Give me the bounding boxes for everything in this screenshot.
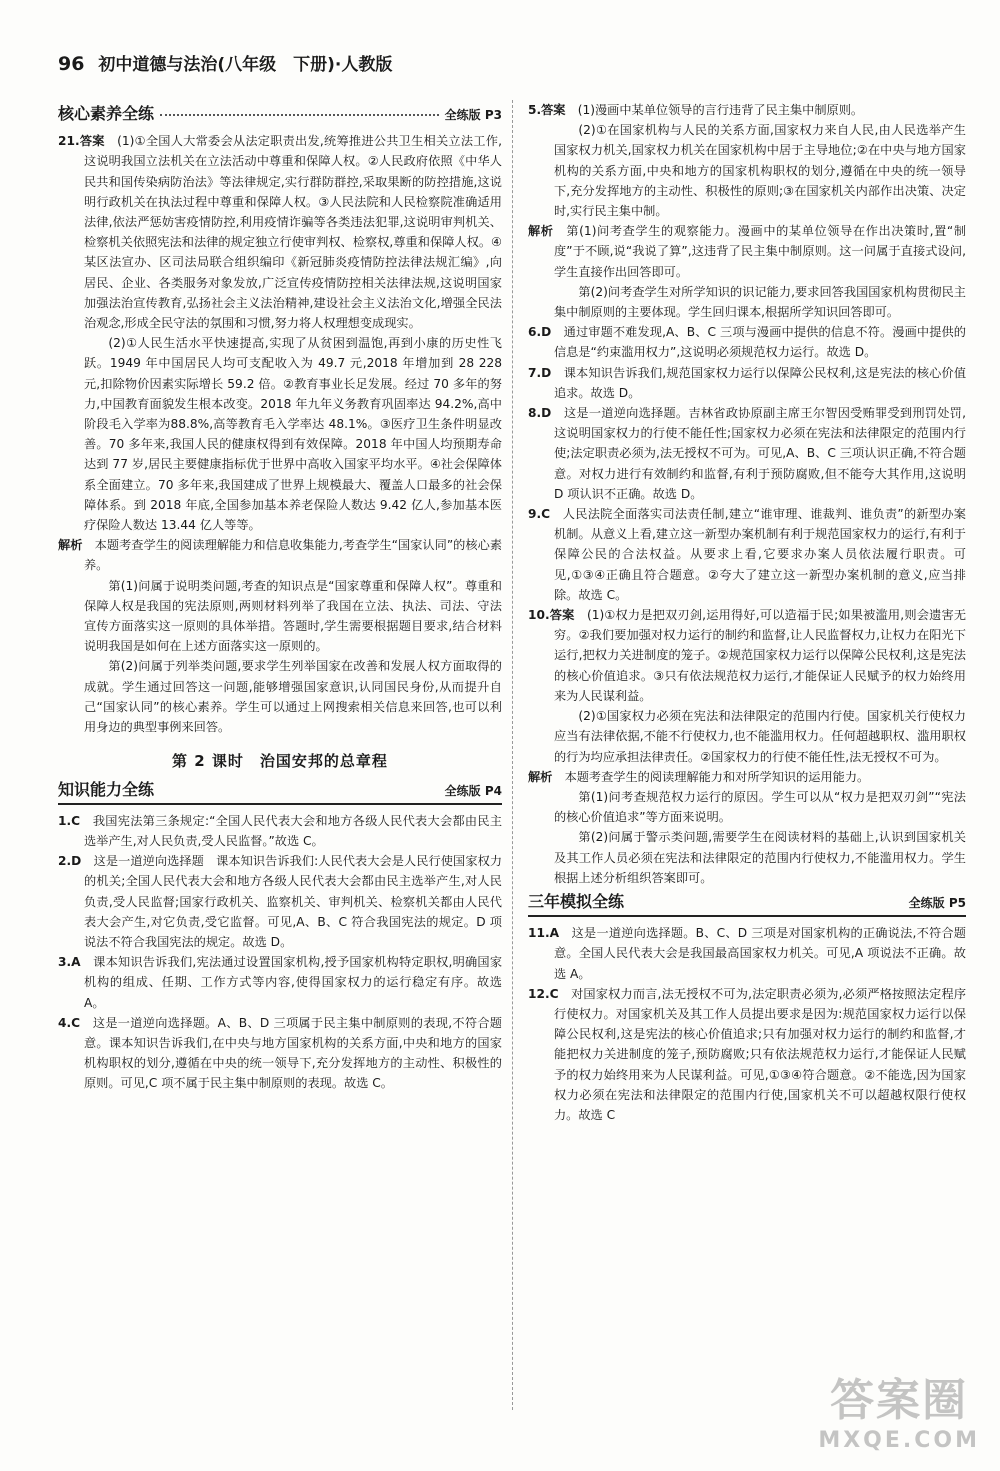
page-header bbox=[58, 50, 392, 75]
section-title: 知识能力全练 bbox=[58, 779, 155, 799]
section-knowledge-ability bbox=[58, 780, 502, 805]
section-ref: 全练版 P4 bbox=[444, 783, 502, 798]
answer-label: 2.D bbox=[58, 854, 82, 869]
answer-text: (1)①权力是把双刃剑,运用得好,可以造福于民;如果被滥用,则会遗害无穷。②我们要加强对权力运行的制约和监督,让人民监督权力,让权力在阳光下运行,把权力关进制度的笼子。②规范国家权力运行以保障公民权利,这是宪法的核心价值追求。③只有依法规范权力运行,才能保证人民赋予的权力始终用来为人民谋利益。 bbox=[554, 608, 967, 703]
column-divider bbox=[512, 100, 513, 1410]
answer-label: 21.答案 bbox=[58, 134, 105, 149]
analysis-label: 解析 bbox=[528, 769, 553, 784]
answer-2 bbox=[58, 851, 502, 952]
answer-label: 7.D bbox=[528, 365, 552, 380]
answer-label: 9.C bbox=[528, 507, 551, 522]
answer-label: 10.答案 bbox=[528, 608, 575, 623]
analysis-text: 第(1)问考查学生的观察能力。漫画中的某单位领导在作出决策时,置“制度”于不顾,说“我说了算”,这违背了民主集中制原则。这一问属于直接式设问,学生直接作出回答即可。 bbox=[554, 224, 967, 279]
answer-label: 3.A bbox=[58, 955, 81, 970]
analysis-21-p2: 第(1)问属于说明类问题,考查的知识点是“国家尊重和保障人权”。尊重和保障人权是我国的宪法原则,两则材料列举了我国在立法、执法、司法、守法宣传方面落实这一原则的具体举措。答题时,学生需要根据题目要求,结合材料说明我国是如何在上述方面落实这一原则的。 bbox=[84, 578, 502, 654]
answer-text: 这是一道逆向选择题。B、C、D 三项是对国家机构的正确说法,不符合题意。全国人民代表大会是我国最高国家权力机关。可见,A 项说法不正确。故选 A。 bbox=[554, 926, 966, 981]
analysis-21-p3: 第(2)问属于列举类问题,要求学生列举国家在改善和发展人权方面取得的成就。学生通过回答这一问题,能够增强国家意识,认同国民身份,从而提升自己“国家认同”的核心素养。学生可以通过上网搜索相关信息来回答,也可以利用身边的典型事例来回答。 bbox=[84, 659, 502, 735]
analysis-21 bbox=[58, 535, 502, 575]
answer-label: 11.A bbox=[528, 926, 560, 941]
answer-4 bbox=[58, 1013, 502, 1094]
section-title: 三年模拟全练 bbox=[528, 891, 625, 911]
section-ref: 全练版 P3 bbox=[444, 108, 502, 122]
analysis-text: 本题考查学生的阅读理解能力和对所学知识的运用能力。 bbox=[564, 769, 870, 784]
answer-10-part2: (2)①国家权力必须在宪法和法律限定的范围内行使。国家机关行使权力应当有法律依据,不能不行使权力,也不能滥用权力。任何超越职权、滥用职权的行为均应承担法律责任。②国家权力的行使不能任性,法无授权不可为。 bbox=[554, 709, 966, 764]
analysis-10-p2: 第(1)问考查规范权力运行的原因。学生可以从“权力是把双刃剑”“宪法的核心价值追求”等方面来说明。 bbox=[554, 789, 966, 825]
answer-5 bbox=[528, 100, 966, 120]
answer-text: 人民法院全面落实司法责任制,建立“谁审理、谁裁判、谁负责”的新型办案机制。从意义上看,建立这一新型办案机制有利于规范国家权力的运行,有利于保障公民的合法权益。从要求上看,它要求办案人员依法履行职责。可见,①③④正确且符合题意。②夸大了建立这一新型办案机制的意义,应当排除。故选 C。 bbox=[554, 507, 966, 602]
answer-8 bbox=[528, 403, 966, 504]
answer-text: 我国宪法第三条规定:“全国人民代表大会和地方各级人民代表大会都由民主选举产生,对人民负责,受人民监督。”故选 C。 bbox=[84, 813, 503, 848]
answer-label: 4.C bbox=[58, 1015, 81, 1030]
answer-text: 对国家权力而言,法无授权不可为,法定职责必须为,必须严格按照法定程序行使权力。对国家机关及其工作人员提出要求是因为:规范国家权力运行以保障公民权利,这是宪法的核心价值追求;只有加强对权力运行的制约和监督,才能把权力关进制度的笼子,预防腐败;只有依法规范权力运行,才能保证人民赋予的权力始终用来为人民谋利益。可见,①③④符合题意。②不能选,因为国家权力必须在宪法和法律限定的范围内行使,国家机关不可以超越权限行使权力。故选 C bbox=[554, 986, 967, 1122]
answer-label: 5.答案 bbox=[528, 103, 566, 117]
answer-text: (1)①全国人大常委会从法定职责出发,统筹推进公共卫生相关立法工作,这说明我国立法机关在立法活动中尊重和保障人权。②人民政府依照《中华人民共和国传染病防治法》等法律规定,实行群防群控,采取果断的防控措施,这说明行政机关在执法过程中尊重和保障人权。③人民法院和人民检察院准确适用法律,依法严惩妨害疫情防控,利用疫情诈骗等各类违法犯罪,这说明审判机关、检察机关依照宪法和法律的规定独立行使审判权、检察权,尊重和保障人权。④某区法宣办、区司法局联合组织编印《新冠肺炎疫情防控法律法规汇编》,向居民、企业、各类服务对象发放,广泛宣传疫情防控相关法律法规,这说明国家加强法治宣传教育,弘扬社会主义法治精神,建设社会主义法治文化,增强全民法治观念,形成全民守法的氛围和习惯,努力将人权理想变成现实。 bbox=[84, 134, 503, 331]
answer-6 bbox=[528, 322, 966, 362]
answer-text: 课本知识告诉我们,宪法通过设置国家机构,授予国家机构特定职权,明确国家机构的组成、任期、工作方式等内容,使得国家权力的运行稳定有序。故选 A。 bbox=[84, 955, 503, 1010]
analysis-text: 本题考查学生的阅读理解能力和信息收集能力,考查学生“国家认同”的核心素养。 bbox=[84, 538, 503, 573]
left-column bbox=[58, 100, 502, 1094]
section-ref: 全练版 P5 bbox=[908, 895, 966, 910]
answer-text: 这是一道逆向选择题。A、B、D 三项属于民主集中制原则的表现,不符合题意。课本知识告诉我们,在中央与地方国家机构的关系方面,中央和地方的国家机构职权的划分,遵循在中央的统一领导下,充分发挥地方的主动性、积极性的原则。可见,C 项不属于民主集中制原则的表现。故选 C。 bbox=[84, 1015, 502, 1091]
watermark-text: 答案圈 bbox=[830, 1375, 969, 1426]
page-number: 96 bbox=[58, 53, 85, 75]
watermark-url: MXQE.COM bbox=[818, 1428, 980, 1453]
analysis-5 bbox=[528, 221, 966, 282]
answer-label: 12.C bbox=[528, 986, 559, 1001]
answer-text: (1)漫画中某单位领导的言行违背了民主集中制原则。 bbox=[577, 103, 864, 117]
answer-7 bbox=[528, 363, 966, 403]
analysis-10 bbox=[528, 767, 966, 787]
answer-9 bbox=[528, 504, 966, 605]
answer-1 bbox=[58, 811, 502, 851]
answer-11 bbox=[528, 923, 966, 984]
answer-label: 1.C bbox=[58, 813, 81, 828]
answer-label: 6.D bbox=[528, 325, 552, 340]
answer-label: 8.D bbox=[528, 406, 552, 421]
answer-3 bbox=[58, 952, 502, 1013]
answer-12 bbox=[528, 984, 966, 1125]
answer-5-part2: (2)①在国家机构与人民的关系方面,国家权力来自人民,由人民选举产生国家权力机关,国家权力机关在国家机构中居于主导地位;②在中央与地方国家机构的关系方面,中央和地方的国家机构职权的划分,遵循在中央的统一领导下,充分发挥地方的主动性、积极性的原则;③在国家机关内部作出决策、决定时,实行民主集中制。 bbox=[554, 123, 966, 219]
book-title: 初中道德与法治(八年级 下册)·人教版 bbox=[98, 55, 393, 75]
answer-text: 课本知识告诉我们,规范国家权力运行以保障公民权利,这是宪法的核心价值追求。故选 D。 bbox=[554, 365, 967, 400]
analysis-label: 解析 bbox=[58, 538, 83, 553]
answer-10 bbox=[528, 605, 966, 706]
answer-text: 通过审题不难发现,A、B、C 三项与漫画中提供的信息不符。漫画中提供的信息是“约束滥用权力”,这说明必须规范权力运行。故选 D。 bbox=[554, 325, 966, 360]
section-three-year-mock bbox=[528, 892, 966, 917]
analysis-label: 解析 bbox=[528, 224, 554, 239]
watermark-logo bbox=[818, 1364, 980, 1453]
answer-text: 这是一道逆向选择题 课本知识告诉我们:人民代表大会是人民行使国家权力的机关;全国人民代表大会和地方各级人民代表大会都由民主选举产生,对人民负责,受人民监督;国家行政机关、监察机关、审判机关、检察机关都由人民代表大会产生,对它负责,受它监督。可见,A、B、C 符合我国宪法的规定。D 项说法不符合我国宪法的规定。故选 D。 bbox=[84, 854, 503, 949]
section-core-literacy bbox=[58, 104, 502, 125]
lesson-title: 第 2 课时 治国安邦的总章程 bbox=[172, 752, 388, 771]
answer-text: 这是一道逆向选择题。吉林省政协原副主席王尔智因受贿罪受到刑罚处罚,这说明国家权力的行使不能任性;国家权力必须在宪法和法律限定的范围内行使;法定职责必须为,法无授权不可为。可见,A、B、C 三项认识正确,不符合题意。对权力进行有效制约和监督,有利于预防腐败,但不能夸大其作用,这说明 D 项认识不正确。故选 D。 bbox=[554, 406, 967, 501]
answer-21 bbox=[58, 131, 502, 333]
answer-21-part2: (2)①人民生活水平快速提高,实现了从贫困到温饱,再到小康的历史性飞跃。1949 年中国居民人均可支配收入为 49.7 元,2018 年增加到 28 228 元,扣除物价因素实际增长 59.2 倍。②教育事业长足发展。经过 70 多年的努力,中国教育面貌发生根本改变。2018 年九年义务教育巩固率达 94.2%,高中阶段毛入学率为88.8%,高等教育毛入学率达 48.1%。③医疗卫生条件明显改善。70 多年来,我国人民的健康权得到有效保障。2018 年中国人均预期寿命达到 77 岁,居民主要健康指标优于世界中高收入国家平均水平。④社会保障体系全面建立。70 多年来,我国建成了世界上规模最大、覆盖人口最多的社会保障体系。到 2018 年底,全国参加基本养老保险人数达 9.42 亿人,参加基本医疗保险人数达 13.44 亿人等等。 bbox=[84, 336, 502, 533]
analysis-10-p3: 第(2)问属于警示类问题,需要学生在阅读材料的基础上,认识到国家机关及其工作人员必须在宪法和法律限定的范围内行使权力,不能滥用权力。学生根据上述分析组织答案即可。 bbox=[554, 830, 966, 885]
section-title: 核心素养全练 bbox=[58, 104, 155, 123]
analysis-5-p2: 第(2)问考查学生对所学知识的识记能力,要求回答我国国家机构贯彻民主集中制原则的主要体现。学生回归课本,根据所学知识回答即可。 bbox=[554, 284, 966, 320]
right-column bbox=[528, 100, 966, 1125]
dotted-leader bbox=[160, 114, 439, 116]
